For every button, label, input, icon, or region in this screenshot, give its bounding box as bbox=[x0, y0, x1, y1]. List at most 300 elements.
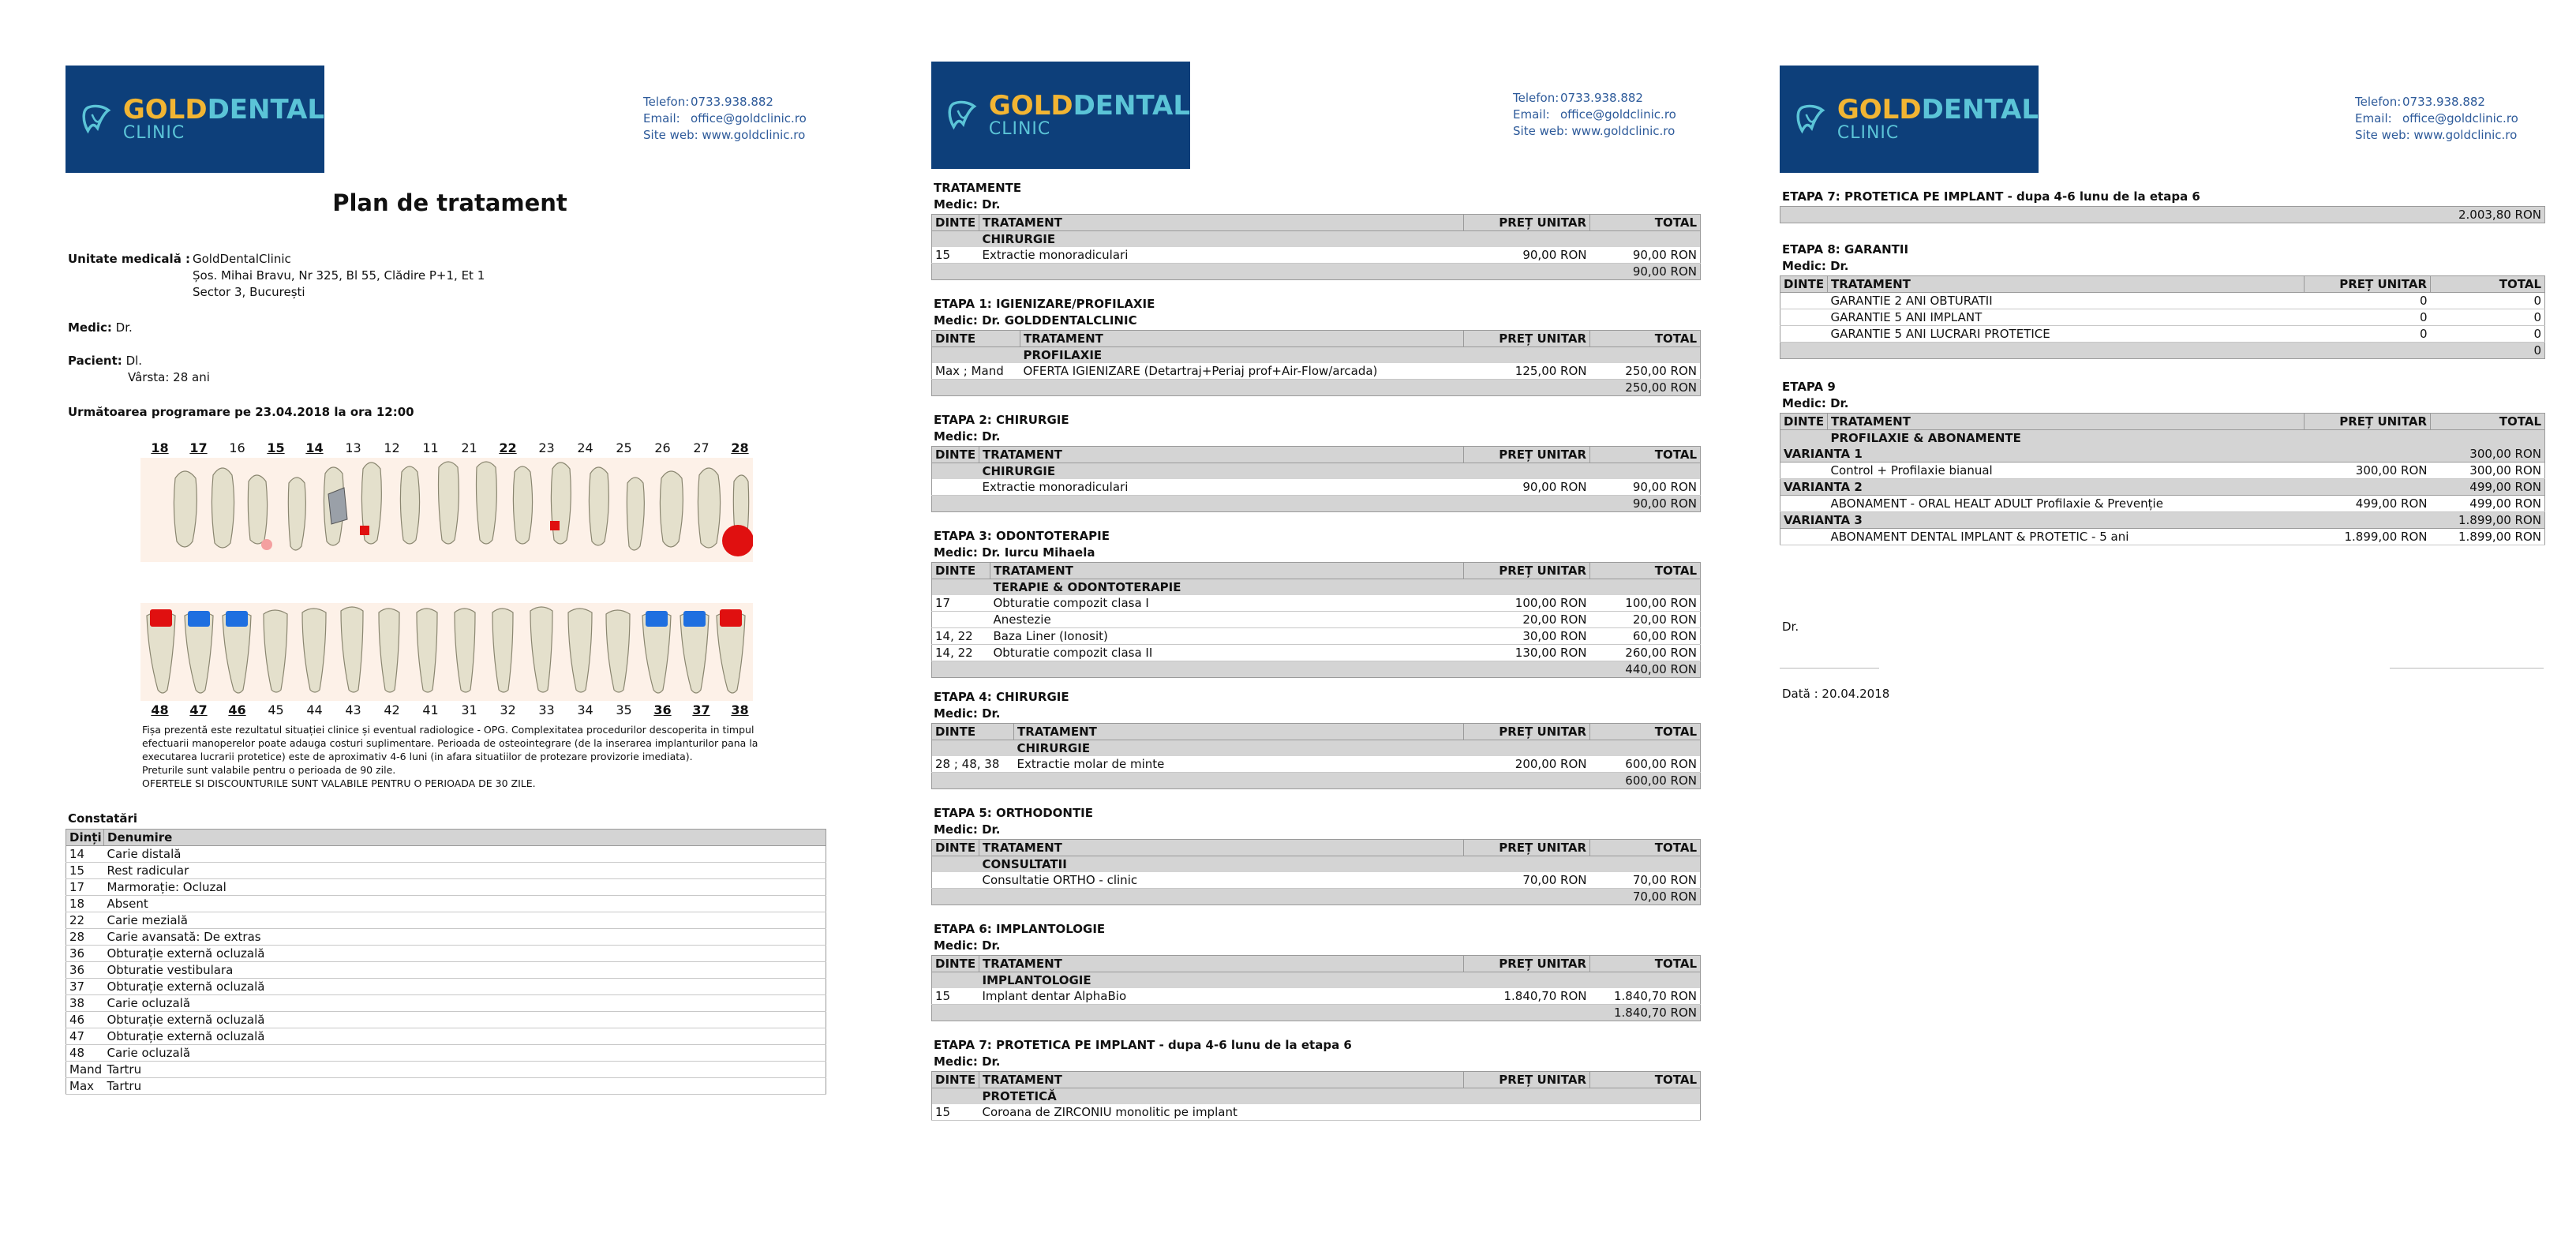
section-medic: Medic: Dr. bbox=[934, 938, 1001, 953]
table-row bbox=[66, 1078, 826, 1095]
col-total: TOTAL bbox=[1590, 724, 1701, 740]
treatment-table bbox=[931, 446, 1701, 512]
finding-name: Marmorație: Ocluzal bbox=[104, 879, 826, 896]
category-spacer bbox=[932, 972, 979, 989]
unit-line: Șos. Mihai Bravu, Nr 325, Bl 55, Clădire P+1, Et 1 bbox=[193, 268, 485, 283]
unit-price-cell: 20,00 RON bbox=[1464, 612, 1590, 628]
col-dinte: DINTE bbox=[932, 724, 1014, 740]
section-title: ETAPA 3: ODONTOTERAPIE bbox=[934, 529, 1110, 543]
unit-price-cell: 125,00 RON bbox=[1464, 363, 1590, 380]
total-cell: 499,00 RON bbox=[2431, 496, 2545, 512]
col-tratament: TRATAMENT bbox=[1828, 414, 2305, 430]
email-label: Email: bbox=[1513, 107, 1550, 122]
signature-line bbox=[2390, 668, 2544, 669]
table-header-row bbox=[932, 1072, 1701, 1088]
total-cell: 0 bbox=[2431, 326, 2545, 343]
table-row bbox=[66, 995, 826, 1012]
tooth-number: 11 bbox=[422, 440, 439, 455]
total-cell: 1.899,00 RON bbox=[2431, 529, 2545, 545]
total-row bbox=[932, 773, 1701, 789]
table-row bbox=[932, 645, 1701, 661]
category-row bbox=[1780, 430, 2545, 447]
col-total: TOTAL bbox=[1590, 563, 1701, 579]
tooth-number: 41 bbox=[422, 702, 439, 717]
filling-marker bbox=[683, 611, 706, 627]
category-spacer bbox=[932, 463, 979, 480]
total-cell bbox=[1590, 1104, 1701, 1121]
category-label: IMPLANTOLOGIE bbox=[979, 972, 1701, 989]
clinic-logo bbox=[66, 66, 324, 173]
unit-price-cell bbox=[1464, 1104, 1590, 1121]
table-row bbox=[66, 896, 826, 912]
total-cell: 250,00 RON bbox=[1590, 363, 1701, 380]
treatment-cell: ABONAMENT - ORAL HEALT ADULT Profilaxie & Prevenție bbox=[1828, 496, 2305, 512]
col-pret: PREȚ UNITAR bbox=[1464, 563, 1590, 579]
table-row bbox=[932, 595, 1701, 612]
etapa8-title bbox=[1782, 242, 1908, 275]
doctor-signature-label: Dr. bbox=[1782, 620, 1799, 634]
table-row bbox=[66, 1028, 826, 1045]
col-dinti: Dinți bbox=[66, 830, 104, 846]
table-row bbox=[66, 846, 826, 863]
section-total: 70,00 RON bbox=[932, 889, 1701, 905]
treatment-cell: GARANTIE 5 ANI LUCRARI PROTETICE bbox=[1828, 326, 2305, 343]
col-pret: PREȚ UNITAR bbox=[1464, 840, 1590, 856]
finding-tooth: 17 bbox=[66, 879, 104, 896]
etapa8-table bbox=[1780, 275, 2545, 359]
variant-name: VARIANTA 1 bbox=[1780, 446, 2305, 463]
section-heading bbox=[934, 921, 1105, 954]
treatment-table bbox=[931, 214, 1701, 280]
table-row bbox=[1780, 529, 2545, 545]
treatment-table bbox=[931, 955, 1701, 1021]
total-cell: 60,00 RON bbox=[1590, 628, 1701, 645]
treatment-cell: Coroana de ZIRCONIU monolitic pe implant bbox=[979, 1104, 1464, 1121]
col-tratament: TRATAMENT bbox=[979, 1072, 1464, 1088]
caries-marker bbox=[550, 521, 560, 530]
phone-value: 0733.938.882 bbox=[691, 95, 773, 109]
patient-age: Vârsta: 28 ani bbox=[128, 370, 210, 384]
signature-line bbox=[1780, 668, 1879, 669]
treatment-cell: GARANTIE 2 ANI OBTURATII bbox=[1828, 293, 2305, 309]
tooth-number: 42 bbox=[384, 702, 400, 717]
finding-tooth: 15 bbox=[66, 863, 104, 879]
table-row bbox=[932, 247, 1701, 264]
category-label: CHIRURGIE bbox=[979, 231, 1701, 248]
tooth-number: 12 bbox=[384, 440, 400, 455]
tooth-cell bbox=[932, 612, 990, 628]
medic-value: Dr. bbox=[115, 320, 133, 335]
patient-label: Pacient: bbox=[68, 354, 122, 368]
tooth-number: 46 bbox=[228, 702, 246, 717]
caries-marker bbox=[722, 525, 753, 556]
tooth-number: 47 bbox=[189, 702, 208, 717]
tooth-number: 45 bbox=[268, 702, 284, 717]
finding-tooth: 18 bbox=[66, 896, 104, 912]
lower-teeth-chart bbox=[140, 603, 753, 701]
document-date: Dată : 20.04.2018 bbox=[1782, 687, 1890, 701]
col-tratament: TRATAMENT bbox=[1828, 276, 2305, 293]
page-plan-tratament bbox=[63, 0, 837, 1236]
web-value: Site web: www.goldclinic.ro bbox=[1513, 124, 1676, 138]
tooth-cell: 15 bbox=[932, 247, 979, 264]
variant-row bbox=[1780, 479, 2545, 496]
section-medic: Medic: Dr. bbox=[934, 822, 1001, 837]
next-appointment: Următoarea programare pe 23.04.2018 la ora 12:00 bbox=[68, 405, 414, 419]
col-dinte: DINTE bbox=[932, 447, 979, 463]
total-cell: 100,00 RON bbox=[1590, 595, 1701, 612]
caries-marker bbox=[150, 609, 172, 627]
category-spacer bbox=[932, 579, 990, 596]
table-header-row bbox=[932, 956, 1701, 972]
category-spacer bbox=[932, 347, 1020, 364]
table-row bbox=[66, 946, 826, 962]
table-row bbox=[1780, 309, 2545, 326]
section-medic: Medic: Dr. Iurcu Mihaela bbox=[934, 545, 1095, 560]
table-row bbox=[1780, 496, 2545, 512]
section-title: ETAPA 9 bbox=[1782, 380, 1836, 394]
finding-tooth: 47 bbox=[66, 1028, 104, 1045]
category-label: TERAPIE & ODONTOTERAPIE bbox=[990, 579, 1701, 596]
table-row bbox=[66, 929, 826, 946]
total-cell: 90,00 RON bbox=[1590, 247, 1701, 264]
variant-name: VARIANTA 2 bbox=[1780, 479, 2305, 496]
etapa7-title: ETAPA 7: PROTETICA PE IMPLANT - dupa 4-6 lunu de la etapa 6 bbox=[1782, 189, 2200, 204]
col-dinte: DINTE bbox=[932, 331, 1020, 347]
total-row bbox=[932, 889, 1701, 905]
caries-marker bbox=[360, 526, 369, 535]
col-total: TOTAL bbox=[2431, 276, 2545, 293]
unit-price-cell: 90,00 RON bbox=[1464, 247, 1590, 264]
finding-name: Carie mezială bbox=[104, 912, 826, 929]
table-header-row bbox=[932, 331, 1701, 347]
category-row bbox=[932, 463, 1701, 480]
tooth-number: 23 bbox=[538, 440, 555, 455]
col-tratament: TRATAMENT bbox=[1020, 331, 1464, 347]
finding-tooth: Max bbox=[66, 1078, 104, 1095]
section-medic: Medic: Dr. bbox=[934, 1054, 1001, 1069]
category-spacer bbox=[932, 740, 1014, 757]
section-title: ETAPA 1: IGIENIZARE/PROFILAXIE bbox=[934, 297, 1155, 311]
table-row bbox=[932, 479, 1701, 496]
contact-block bbox=[643, 94, 807, 144]
etapa9-table bbox=[1780, 413, 2545, 545]
tooth-cell bbox=[1780, 309, 1828, 326]
unit-price-cell: 30,00 RON bbox=[1464, 628, 1590, 645]
tooth-number: 14 bbox=[305, 440, 324, 455]
tooth-number: 26 bbox=[654, 440, 671, 455]
logo-gold-text: GOLD bbox=[988, 90, 1073, 122]
total-cell: 20,00 RON bbox=[1590, 612, 1701, 628]
tooth-number: 21 bbox=[461, 440, 477, 455]
table-header-row bbox=[932, 563, 1701, 579]
note-line: executarea lucrarii protetice) este de aproximativ 4-6 luni (in afara situatiilor de protezare provizorie imediata). bbox=[142, 751, 693, 762]
unit-price-cell: 1.899,00 RON bbox=[2305, 529, 2431, 545]
col-dinte: DINTE bbox=[1780, 414, 1828, 430]
category-label: CONSULTATII bbox=[979, 856, 1701, 873]
treatment-cell: Consultatie ORTHO - clinic bbox=[979, 872, 1464, 889]
contact-block bbox=[2355, 94, 2518, 144]
finding-name: Carie ocluzală bbox=[104, 995, 826, 1012]
email-value: office@goldclinic.ro bbox=[2402, 111, 2518, 125]
section-medic: Medic: Dr. bbox=[934, 429, 1001, 444]
table-row bbox=[66, 879, 826, 896]
col-denumire: Denumire bbox=[104, 830, 826, 846]
logo-clinic-text: CLINIC bbox=[988, 119, 1051, 139]
finding-tooth: 37 bbox=[66, 979, 104, 995]
table-row bbox=[66, 979, 826, 995]
total-row bbox=[932, 264, 1701, 280]
category-row bbox=[932, 972, 1701, 989]
variant-total: 1.899,00 RON bbox=[2305, 512, 2545, 529]
col-total: TOTAL bbox=[2431, 414, 2545, 430]
tooth-number: 18 bbox=[151, 440, 169, 455]
total-cell: 0 bbox=[2431, 293, 2545, 309]
treatment-table bbox=[931, 1071, 1701, 1121]
finding-name: Tartru bbox=[104, 1078, 826, 1095]
contact-block bbox=[1513, 90, 1676, 140]
tooth-cell: 17 bbox=[932, 595, 990, 612]
col-tratament: TRATAMENT bbox=[979, 215, 1464, 231]
col-total: TOTAL bbox=[1590, 840, 1701, 856]
tooth-cell: 15 bbox=[932, 988, 979, 1005]
finding-name: Carie distală bbox=[104, 846, 826, 863]
total-row bbox=[932, 496, 1701, 512]
section-heading bbox=[934, 805, 1093, 838]
finding-name: Carie avansată: De extras bbox=[104, 929, 826, 946]
col-dinte: DINTE bbox=[932, 563, 990, 579]
finding-name: Obturație externă ocluzală bbox=[104, 1012, 826, 1028]
unit-price-cell: 130,00 RON bbox=[1464, 645, 1590, 661]
finding-name: Obturatie vestibulara bbox=[104, 962, 826, 979]
treatment-cell: Control + Profilaxie bianual bbox=[1828, 463, 2305, 479]
logo-gold-text: GOLD bbox=[1837, 94, 1922, 125]
table-row bbox=[932, 872, 1701, 889]
col-total: TOTAL bbox=[1590, 447, 1701, 463]
email-label: Email: bbox=[643, 111, 680, 125]
col-dinte: DINTE bbox=[1780, 276, 1828, 293]
section-total: 1.840,70 RON bbox=[932, 1005, 1701, 1021]
tooth-cell bbox=[1780, 326, 1828, 343]
note-line: efectuarii manoperelor poate adauga costuri suplimentare. Perioada de osteointegrare (de la inserarea implanturilor pana la bbox=[142, 737, 758, 749]
finding-tooth: 36 bbox=[66, 946, 104, 962]
col-pret: PREȚ UNITAR bbox=[1464, 447, 1590, 463]
treatment-cell: Extractie monoradiculari bbox=[979, 479, 1464, 496]
col-tratament: TRATAMENT bbox=[979, 956, 1464, 972]
tooth-number: 17 bbox=[189, 440, 208, 455]
section-medic: Medic: Dr. bbox=[1782, 396, 1849, 410]
tooth-cell bbox=[932, 479, 979, 496]
caries-marker bbox=[720, 609, 742, 627]
treatment-cell: Obturatie compozit clasa II bbox=[990, 645, 1464, 661]
col-dinte: DINTE bbox=[932, 1072, 979, 1088]
col-tratament: TRATAMENT bbox=[990, 563, 1464, 579]
table-row bbox=[66, 962, 826, 979]
logo-clinic-text: CLINIC bbox=[122, 123, 185, 143]
caries-marker bbox=[261, 539, 272, 550]
tooth-number: 34 bbox=[577, 702, 593, 717]
col-total: TOTAL bbox=[1590, 1072, 1701, 1088]
col-dinte: DINTE bbox=[932, 956, 979, 972]
table-header-row bbox=[1780, 414, 2545, 430]
total-cell: 260,00 RON bbox=[1590, 645, 1701, 661]
unit-price-cell: 499,00 RON bbox=[2305, 496, 2431, 512]
tooth-logo-icon bbox=[80, 98, 117, 140]
category-spacer bbox=[932, 1088, 979, 1105]
disclaimer-note bbox=[142, 723, 789, 790]
lower-teeth-numbers bbox=[140, 702, 759, 717]
treatment-table bbox=[931, 330, 1701, 396]
logo-dental-text: DENTAL bbox=[1073, 90, 1190, 122]
total-cell: 0 bbox=[2431, 309, 2545, 326]
total-cell: 90,00 RON bbox=[1590, 479, 1701, 496]
tooth-number: 38 bbox=[731, 702, 749, 717]
variant-name: VARIANTA 3 bbox=[1780, 512, 2305, 529]
treatment-table bbox=[931, 562, 1701, 678]
unit-price-cell: 90,00 RON bbox=[1464, 479, 1590, 496]
section-title: ETAPA 4: CHIRURGIE bbox=[934, 690, 1069, 704]
filling-marker bbox=[226, 611, 248, 627]
web-value: Site web: www.goldclinic.ro bbox=[2355, 128, 2518, 142]
patient-block bbox=[68, 353, 210, 386]
finding-name: Absent bbox=[104, 896, 826, 912]
tooth-number: 48 bbox=[151, 702, 169, 717]
finding-tooth: 22 bbox=[66, 912, 104, 929]
tooth-cell bbox=[1780, 529, 1828, 545]
section-heading bbox=[934, 412, 1069, 445]
tooth-number: 24 bbox=[577, 440, 593, 455]
finding-tooth: 48 bbox=[66, 1045, 104, 1062]
category-label: CHIRURGIE bbox=[1014, 740, 1701, 757]
email-value: office@goldclinic.ro bbox=[691, 111, 807, 125]
phone-value: 0733.938.882 bbox=[1560, 91, 1643, 105]
lower-teeth-drawing bbox=[140, 603, 753, 701]
tooth-number: 22 bbox=[499, 440, 517, 455]
tooth-number: 15 bbox=[267, 440, 285, 455]
finding-name: Rest radicular bbox=[104, 863, 826, 879]
table-header-row bbox=[932, 215, 1701, 231]
table-header-row bbox=[66, 830, 826, 846]
section-title: TRATAMENTE bbox=[934, 181, 1022, 195]
tooth-cell bbox=[932, 872, 979, 889]
section-medic: Medic: Dr. bbox=[1782, 259, 1849, 273]
tooth-number: 35 bbox=[616, 702, 632, 717]
finding-name: Tartru bbox=[104, 1062, 826, 1078]
section-total: 600,00 RON bbox=[932, 773, 1701, 789]
section-title: ETAPA 5: ORTHODONTIE bbox=[934, 806, 1094, 820]
table-row bbox=[932, 363, 1701, 380]
category-row bbox=[932, 579, 1701, 596]
tooth-cell bbox=[1780, 293, 1828, 309]
category-label: PROFILAXIE & ABONAMENTE bbox=[1828, 430, 2545, 447]
section-medic: Medic: Dr. bbox=[934, 706, 1001, 721]
clinic-logo bbox=[1780, 66, 2039, 173]
unit-price-cell: 1.840,70 RON bbox=[1464, 988, 1590, 1005]
email-value: office@goldclinic.ro bbox=[1560, 107, 1676, 122]
treatment-cell: ABONAMENT DENTAL IMPLANT & PROTETIC - 5 ani bbox=[1828, 529, 2305, 545]
table-row bbox=[1780, 463, 2545, 479]
category-label: CHIRURGIE bbox=[979, 463, 1701, 480]
table-row bbox=[932, 756, 1701, 773]
unit-price-cell: 70,00 RON bbox=[1464, 872, 1590, 889]
col-total: TOTAL bbox=[1590, 956, 1701, 972]
finding-tooth: 14 bbox=[66, 846, 104, 863]
table-row bbox=[66, 863, 826, 879]
unit-price-cell: 0 bbox=[2305, 293, 2431, 309]
unit-line: Sector 3, București bbox=[193, 285, 305, 299]
page-title: Plan de tratament bbox=[332, 189, 567, 216]
category-row bbox=[932, 231, 1701, 248]
tooth-logo-icon bbox=[1794, 98, 1831, 140]
tooth-number: 32 bbox=[500, 702, 516, 717]
tooth-number: 31 bbox=[461, 702, 477, 717]
phone-value: 0733.938.882 bbox=[2402, 95, 2485, 109]
section-medic: Medic: Dr. GOLDDENTALCLINIC bbox=[934, 313, 1137, 328]
tooth-cell bbox=[1780, 496, 1828, 512]
total-row bbox=[932, 661, 1701, 678]
table-row bbox=[66, 1062, 826, 1078]
finding-name: Obturație externă ocluzală bbox=[104, 946, 826, 962]
variant-row bbox=[1780, 512, 2545, 529]
total-cell: 300,00 RON bbox=[2431, 463, 2545, 479]
tooth-number: 13 bbox=[345, 440, 361, 455]
category-label: PROTETICĂ bbox=[979, 1088, 1701, 1105]
section-total: 90,00 RON bbox=[932, 264, 1701, 280]
col-tratament: TRATAMENT bbox=[979, 447, 1464, 463]
table-row bbox=[66, 1045, 826, 1062]
variant-row bbox=[1780, 446, 2545, 463]
section-heading bbox=[934, 689, 1069, 722]
page-etape bbox=[1780, 0, 2545, 1236]
col-pret: PREȚ UNITAR bbox=[2305, 414, 2431, 430]
treatment-table bbox=[931, 839, 1701, 905]
constatari-title: Constatări bbox=[68, 811, 138, 826]
treatment-table bbox=[931, 723, 1701, 789]
variant-total: 300,00 RON bbox=[2305, 446, 2545, 463]
tooth-number: 36 bbox=[653, 702, 672, 717]
note-line: Fișa prezentă este rezultatul situației clinice și eventual radiologice - OPG. Complexitatea procedurilor descoperita in timpul bbox=[142, 724, 754, 736]
table-header-row bbox=[932, 447, 1701, 463]
treatment-cell: Extractie monoradiculari bbox=[979, 247, 1464, 264]
col-pret: PREȚ UNITAR bbox=[1464, 215, 1590, 231]
table-row bbox=[66, 1012, 826, 1028]
medic-label: Medic: bbox=[68, 320, 112, 335]
etapa7-total-table bbox=[1780, 206, 2545, 223]
root-rest-marker bbox=[328, 488, 347, 524]
section-heading bbox=[934, 1037, 1352, 1070]
tooth-number: 37 bbox=[692, 702, 710, 717]
unit-price-cell: 0 bbox=[2305, 326, 2431, 343]
treatment-cell: Baza Liner (Ionosit) bbox=[990, 628, 1464, 645]
category-spacer bbox=[932, 231, 979, 248]
tooth-cell: 14, 22 bbox=[932, 645, 990, 661]
col-tratament: TRATAMENT bbox=[979, 840, 1464, 856]
section-title: ETAPA 2: CHIRURGIE bbox=[934, 413, 1069, 427]
total-cell: 70,00 RON bbox=[1590, 872, 1701, 889]
table-row bbox=[932, 612, 1701, 628]
col-pret: PREȚ UNITAR bbox=[2305, 276, 2431, 293]
variant-total: 499,00 RON bbox=[2305, 479, 2545, 496]
table-row bbox=[932, 628, 1701, 645]
logo-gold-text: GOLD bbox=[122, 94, 208, 125]
medic-line bbox=[68, 320, 133, 336]
upper-teeth-numbers bbox=[140, 440, 759, 455]
tooth-number: 44 bbox=[306, 702, 323, 717]
category-row bbox=[932, 347, 1701, 364]
section-total: 90,00 RON bbox=[932, 496, 1701, 512]
category-label: PROFILAXIE bbox=[1020, 347, 1701, 364]
section-heading bbox=[934, 528, 1110, 561]
